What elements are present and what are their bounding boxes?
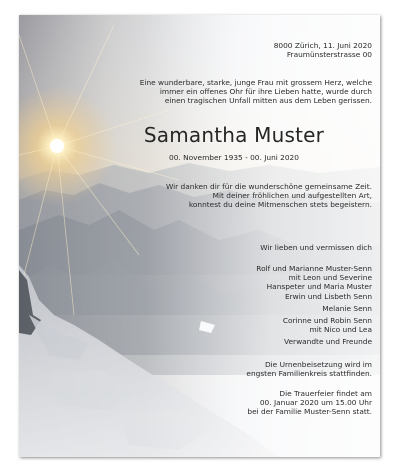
ceremony-line: bei der Familie Muster-Senn statt. — [247, 407, 372, 417]
obituary-card — [19, 15, 380, 457]
ceremony-line: 00. Januar 2020 um 15.00 Uhr — [259, 398, 372, 408]
intro-text — [140, 78, 372, 106]
thanks-line: Mit deiner fröhlichen und aufgestellten Art, — [212, 191, 372, 201]
header-block — [274, 41, 372, 59]
thanks-line: Wir danken dir für die wunderschöne gemeinsame Zeit. — [165, 182, 372, 191]
intro-line: einen tragischen Unfall mitten aus dem Leben gerissen. — [164, 96, 372, 106]
urn-notice — [246, 360, 372, 378]
family-entry: Hanspeter und Maria Muster — [266, 282, 372, 292]
family-entry: Erwin und Lisbeth Senn — [284, 291, 372, 301]
thanks-text — [166, 182, 372, 210]
family-entry: mit Leon und Severine — [288, 273, 372, 283]
family-entry: mit Nico und Lea — [309, 325, 372, 335]
family-entry: Melanie Senn — [322, 303, 372, 313]
urn-line: Die Urnenbeisetzung wird im — [264, 360, 372, 369]
family-entry: Rolf und Marianne Muster-Senn — [256, 264, 372, 273]
life-dates: 00. November 1935 - 00. Juni 2020 — [169, 153, 299, 162]
ceremony-line: Die Trauerfeier ﬁndet am — [279, 389, 372, 398]
family-entry: Verwandte und Freunde — [284, 337, 372, 347]
intro-line: Eine wunderbare, starke, junge Frau mit grossem Herz, welche — [139, 78, 372, 87]
street-address: Fraumünsterstrasse 00 — [286, 50, 372, 60]
place-date: 8000 Zürich, 11. Juni 2020 — [273, 41, 372, 50]
deceased-name: Samantha Muster — [143, 123, 325, 147]
family-list — [256, 264, 372, 347]
thanks-line: konntest du deine Mitmenschen stets begeistern. — [188, 200, 372, 210]
family-entry: Corinne und Robin Senn — [282, 316, 372, 326]
love-line: Wir lieben und vermissen dich — [260, 243, 372, 252]
ceremony-notice — [247, 389, 372, 417]
intro-line: immer ein offenes Ohr für ihre Lieben hatte, wurde durch — [159, 87, 372, 97]
urn-line: engsten Familienkreis stattﬁnden. — [246, 369, 372, 379]
